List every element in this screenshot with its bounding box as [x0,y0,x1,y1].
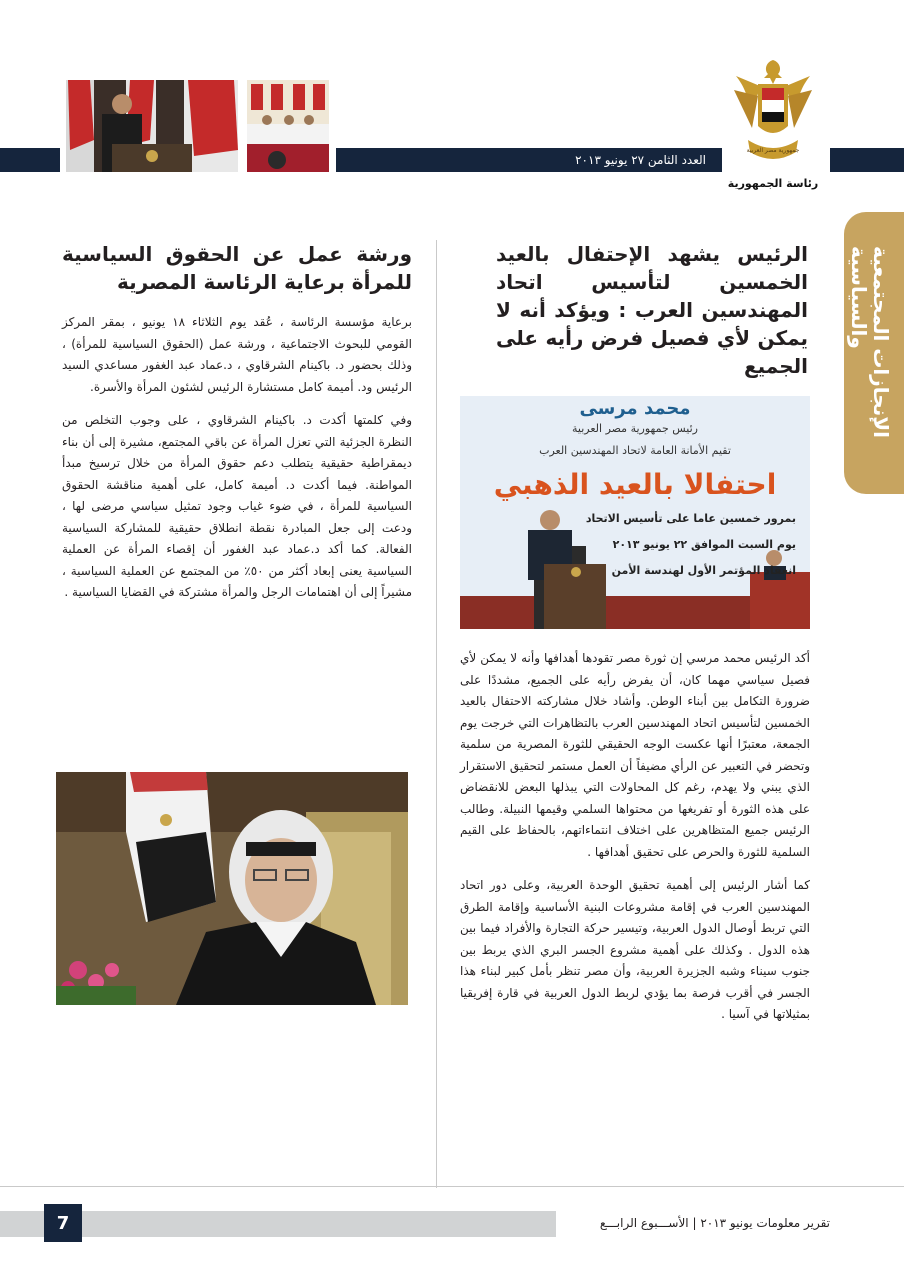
emblem-ribbon-text: جمهورية مصر العربية [746,147,800,154]
banner-headline: احتفالا بالعيد الذهبي [493,468,777,501]
left-article-paragraph: وفي كلمتها أكدت د. باكينام الشرقاوي ، على وجوب التخلص من النظرة الجزئية التي تعزل المرأة عن باقي المجتمع، مشيرة إلى أن بناء ديمقراطية حقيقية يتطلب دعم حقوق المرأة من خلال ترسيخ مبدأ المواطنة. فيما أكدت د. أميمة كامل، على أهمية مناقشة الحقوق السياسية للمرأة ، في ضوء غياب وجود تمثيل سياسي مرضى لها ، ودعت إلى جعل المبادرة نقطة انطلاق حقيقية للمشاركة السياسية الفعالة. كما أكد د.عماد عبد الغفور أن إقصاء المرأة عن العملية السياسية يعنى إبعاد أكثر من ٥٠٪ من المجتمع عن العملية السياسية ، مشيراً إلى أن اهتمامات الرجل والمرأة مشتركة في القضايا السياسية . [62,413,412,599]
issue-info: العدد الثامن ٢٧ يونيو ٢٠١٣ [575,153,706,167]
banner-org: تقيم الأمانة العامة لاتحاد المهندسين العرب [539,444,731,457]
header-photo-president-podium [66,80,238,172]
left-article-paragraph: برعاية مؤسسة الرئاسة ، عُقد يوم الثلاثاء ١٨ يونيو ، بمقر المركز القومي للبحوث الاجتماعية ، ورشة عمل (الحقوق السياسية للمرأة) ، وذلك بحضور د. باكينام الشرقاوي ، د.عماد عبد الغفور مساعدي السيد الرئيس ود. أميمة كامل مستشارة الرئيس لشئون المرأة والأسرة. [62,315,412,394]
footer-rule [0,1186,904,1187]
event-photo-golden-jubilee [460,396,810,629]
left-article-title: ورشة عمل عن الحقوق السياسية للمرأة برعاية الرئاسة المصرية [62,242,412,294]
right-article-paragraph: كما أشار الرئيس إلى أهمية تحقيق الوحدة العربية، وعلى دور اتحاد المهندسين العرب في إقامة مشروعات البنية الأساسية وإقامة الطرق التي تربط أوصال الدول العربية، وتيسير حركة التجارة والأفراد فيما بين هذه الدول . وكذلك على أهمية مشروع الجسر البري الذي يربط بين جنوب سيناء وشبه الجزيرة العربية، وأن مصر تنظر بأمل كبير لبناء هذا الجسر في أقرب فرصة بما يؤدي لربط الدول العربية في قارة إفريقيا بمثيلاتها في آسيا . [460,878,810,1021]
header-bar-left [0,148,60,172]
footer-report-title: تقرير معلومات يونيو ٢٠١٣ | الأســـبوع الرابـــع [599,1216,830,1230]
header-photo-meeting [247,80,329,172]
right-article-title: الرئيس يشهد الإحتفال بالعيد الخمسين لتأسيس اتحاد المهندسين العرب : ويؤكد أنه لا يمكن لأي فصيل فرض رأيه على الجميع [496,242,808,378]
eagle-emblem [730,56,816,174]
page-number: 7 [44,1204,82,1242]
column-divider [436,240,437,1188]
banner-subtitle: رئيس جمهورية مصر العربية [572,422,698,435]
side-tab-label-line2: والسياسية [847,246,871,349]
section-side-tab [844,212,904,494]
left-article-body [62,312,412,616]
side-tab-label-line1: الإنجازات المجتمعية [869,246,893,438]
banner-name: محمد مرسى [579,398,691,419]
banner-line2: يوم السبت الموافق ٢٢ يونيو ٢٠١٣ [612,538,796,551]
right-article-paragraph: أكد الرئيس محمد مرسي إن ثورة مصر تقودها أهدافها وأنه لا يمكن لأي فصيل سياسي مهما كان، أن يفرض رأيه على الجميع، مشددًا على ضرورة التكامل بين أبناء الوطن. وأشاد خلال مشاركته الاحتفال بالعيد الخمسين لتأسيس اتحاد المهندسين العرب بالتظاهرات التي خرجت يوم الجمعة، معتبرًا أنها عكست الوجه الحقيقي للثورة المصرية من سلمية وتحضر في التعبير عن الرأي مضيفاً أن العمل مستمر لتحقيق الاستقرار الذي يبني ولا يهدم، رغم كل المحاولات التي يبذلها البعض للانقضاض على هذه الثورة أو تفريغها من محتواها السلمي وقيمها النبيلة. وطالب الرئيس جميع المتظاهرين على اختلاف انتماءاتهم، بالحفاظ على القيم السلمية للثورة والحرص على تحقيق أهدافها . [460,651,810,859]
emblem-caption: رئاسة الجمهورية [727,177,819,190]
header-bar-right [830,148,904,172]
footer-grey-bar [0,1211,556,1237]
right-article-body [460,648,810,1038]
banner-line3: انعقاد المؤتمر الأول لهندسة الأمن [611,564,796,577]
banner-line1: بمرور خمسين عاما على تأسيس الاتحاد [585,512,796,525]
portrait-photo-umaima-kamel [56,772,408,1005]
